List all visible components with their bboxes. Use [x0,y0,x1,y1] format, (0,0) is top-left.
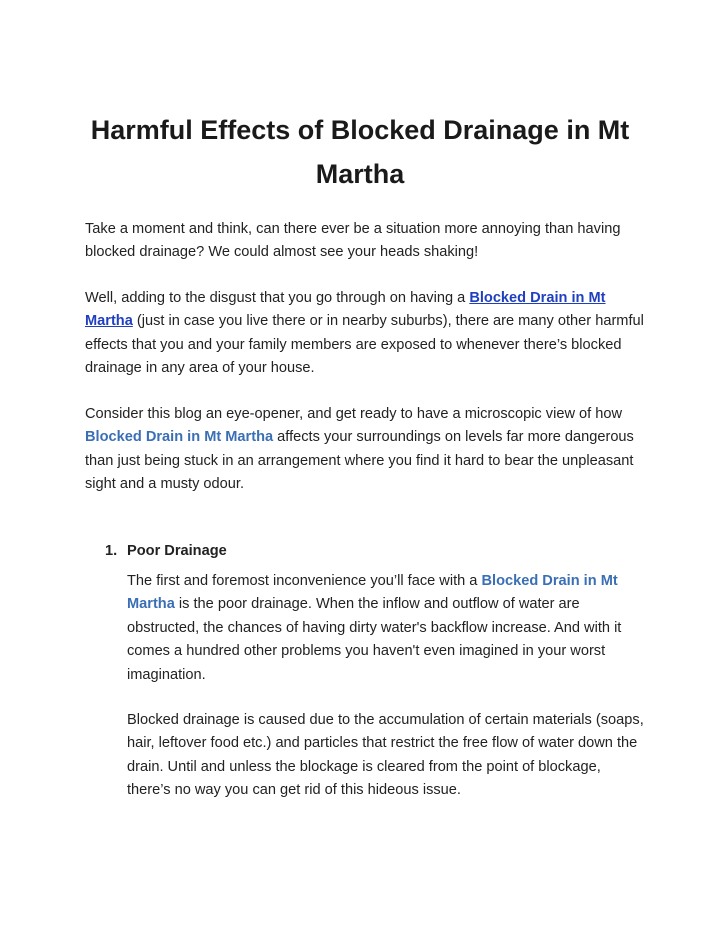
blocked-drain-keyword: Blocked Drain in Mt Martha [85,429,274,446]
blocked-drain-link[interactable]: Blocked Drain in Mt Martha [85,290,606,330]
blocked-drain-keyword-2: Blocked Drain in Mt Martha [127,573,618,613]
disgust-text-before: Well, adding to the disgust that you go through on having a [85,290,470,306]
list-item-heading [105,540,227,563]
blockage-cause-text: Blocked drainage is caused due to the accumulation of certain materials (soaps, hair, leftover food etc.) and particles that restrict the free flow of water down the drain. Until and unless the blockage is cleared from the point of blockage, there’s no way you can get rid of this hideous issue. [127,712,644,799]
blockage-cause-paragraph [127,709,647,803]
page-title: Harmful Effects of Blocked Drainage in Mt Martha [90,115,630,189]
list-number: 1. [105,543,118,559]
eye-opener-text-after: affects your surroundings on levels far more dangerous than just being stuck in an arrangement where you find it hard to bear the unpleasant sight and a musty odour. [85,429,634,493]
poor-drainage-paragraph [127,570,647,687]
poor-drainage-text-after: is the poor drainage. When the inflow and outflow of water are obstructed, the chances of having dirty water's backflow increase. And with it comes a hundred other problems you haven't even imagined in your worst imagination. [127,596,622,683]
intro-paragraph [85,218,645,265]
intro-text: Take a moment and think, can there ever be a situation more annoying than having blocked drainage? We could almost see your heads shaking! [85,221,621,261]
eye-opener-text-before: Consider this blog an eye-opener, and get ready to have a microscopic view of how [85,406,623,422]
eye-opener-paragraph [85,403,645,497]
list-heading-text: Poor Drainage [127,543,227,559]
poor-drainage-text-before: The first and foremost inconvenience you’ll face with a [127,573,482,589]
disgust-text-after: (just in case you live there or in nearby suburbs), there are many other harmful effects that you and your family members are exposed to whenever there’s blocked drainage in any area of your house. [85,313,644,377]
disgust-paragraph [85,287,645,381]
